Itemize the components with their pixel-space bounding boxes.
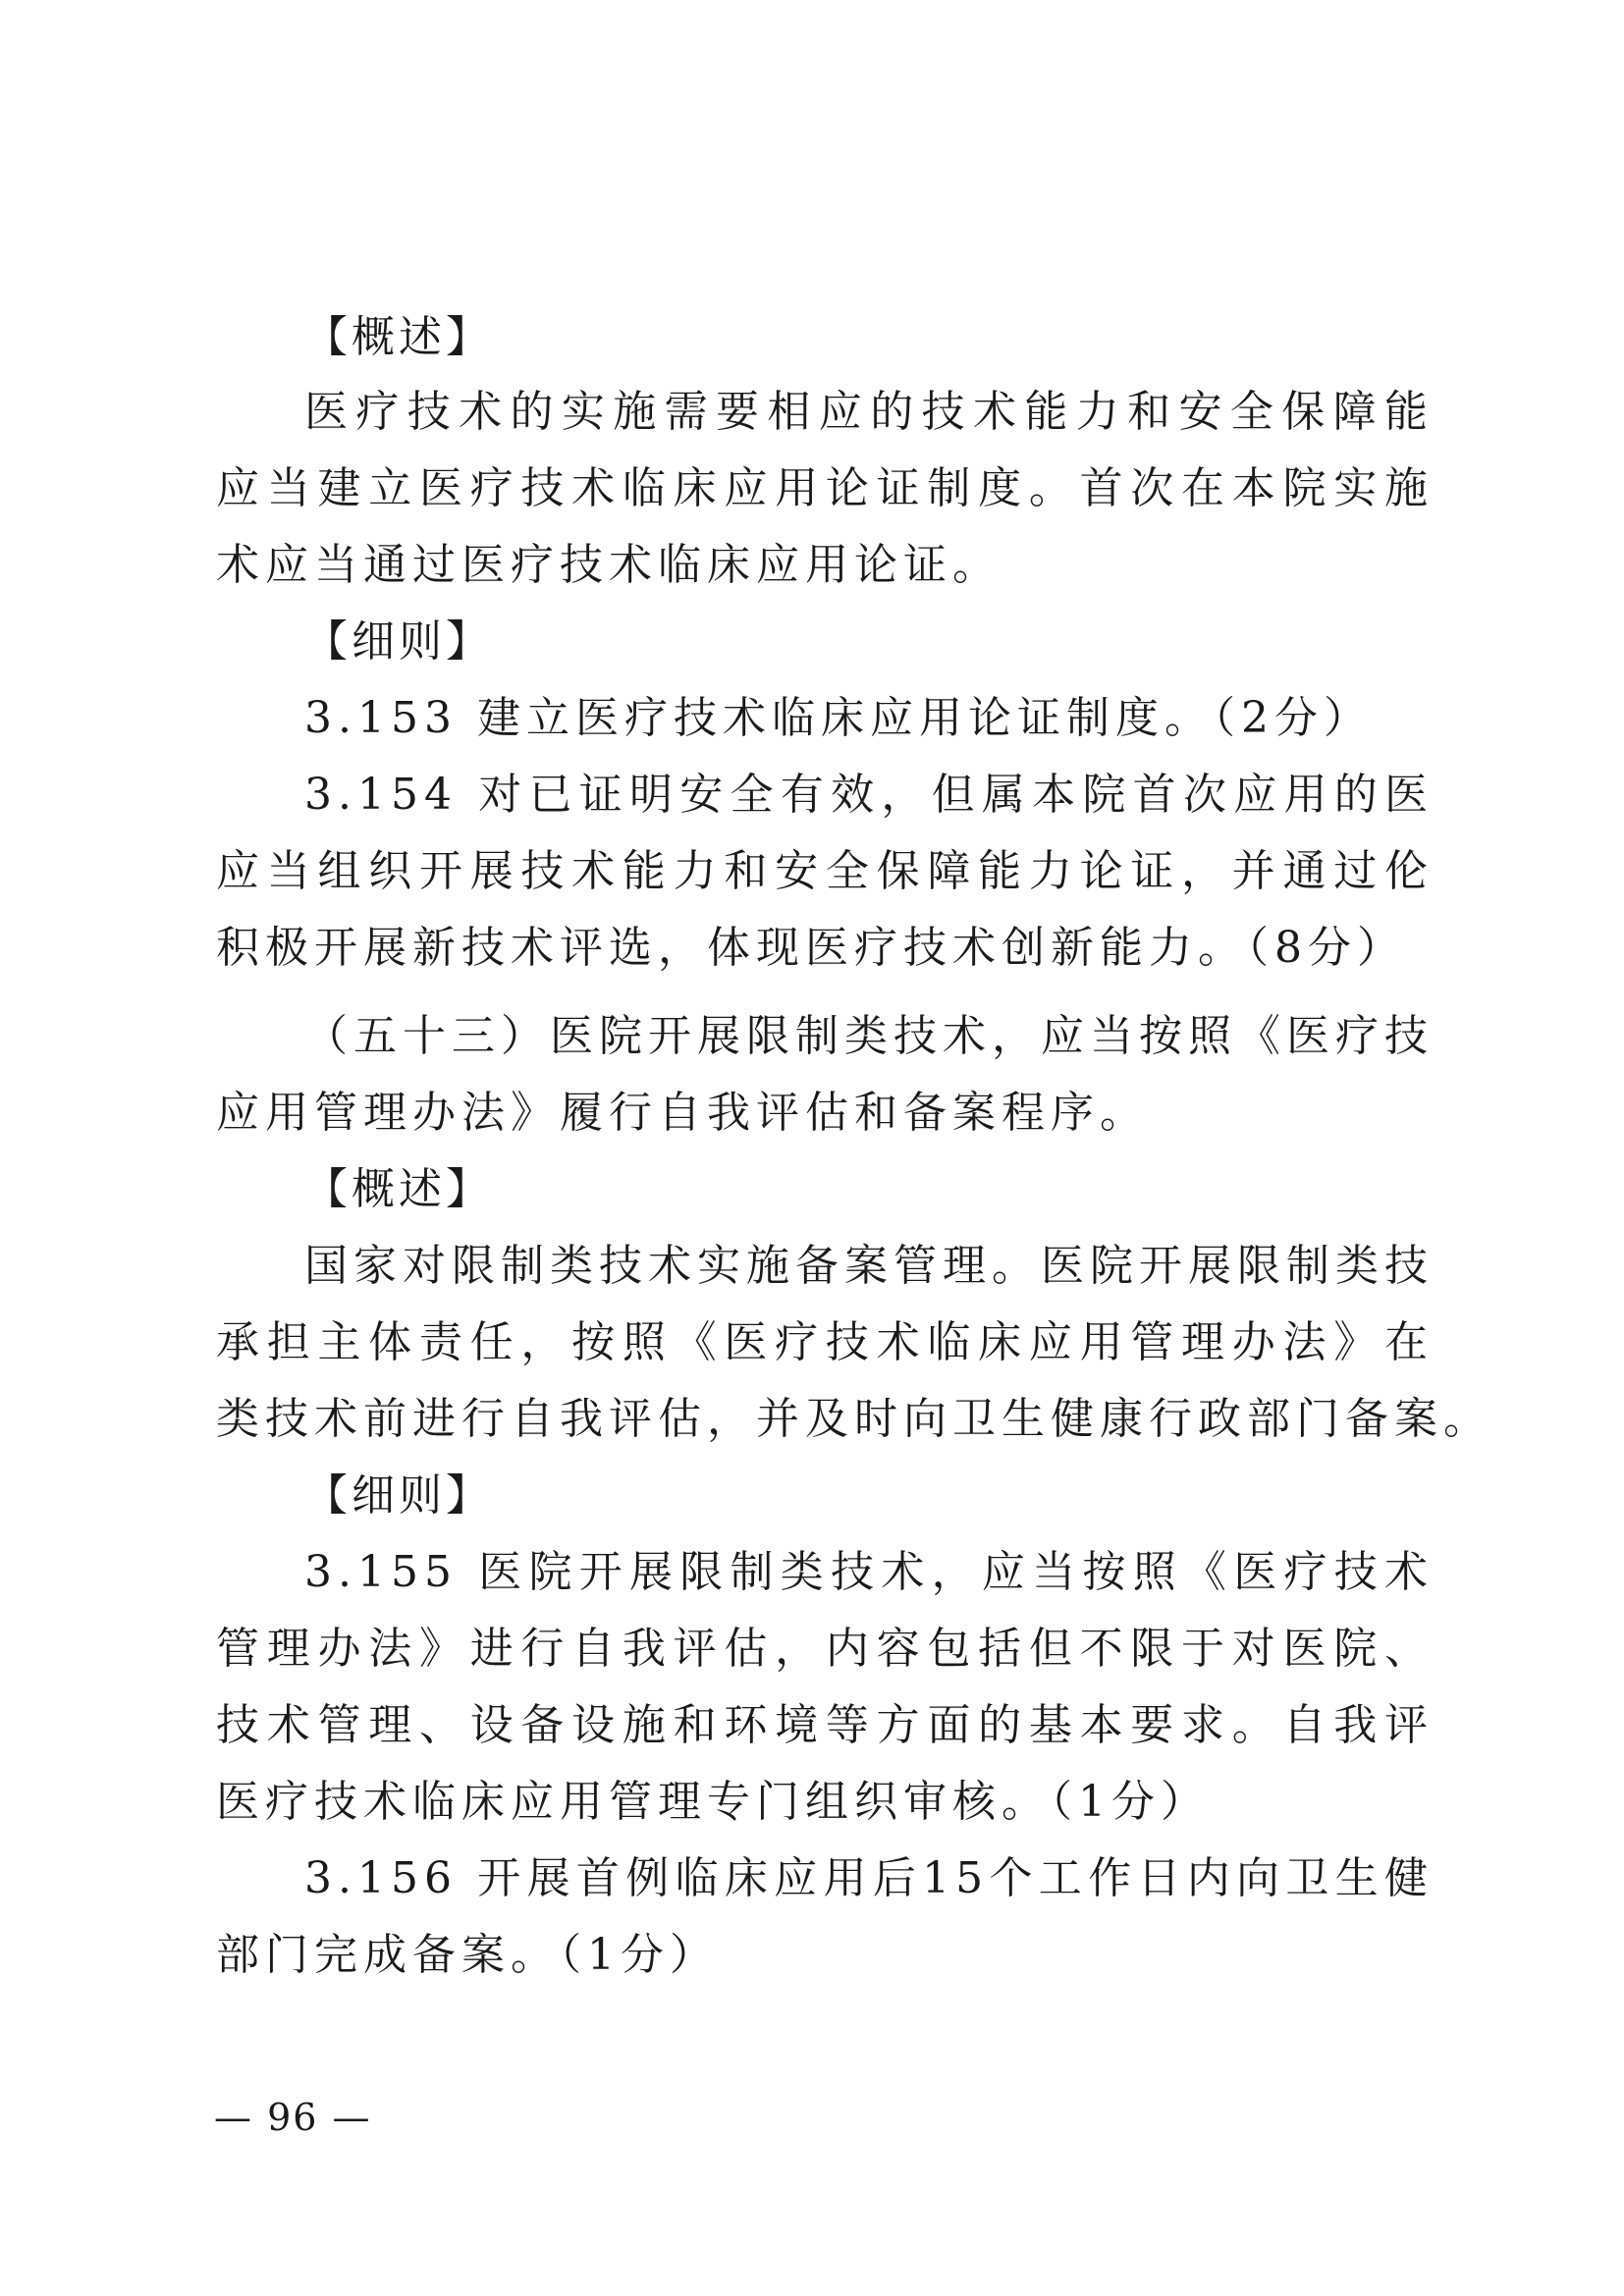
clause-line: 3.156 开展首例临床应用后15个工作日内向卫生健 [304,1853,1434,1903]
paragraph-line: 承担主体责任，按照《医疗技术临床应用管理办法》在 [216,1317,1434,1367]
clause-line: 3.155 医院开展限制类技术，应当按照《医疗技术 [304,1547,1434,1597]
clause-line: 管理办法》进行自我评估，内容包括但不限于对医院、 [216,1624,1434,1674]
clause-line: 部门完成备案。（1分） [216,1930,719,1980]
section-heading-details: 【细则】 [304,1470,493,1521]
paragraph-line: 应当建立医疗技术临床应用论证制度。首次在本院实施 [216,463,1434,513]
clause-line: 3.154 对已证明安全有效，但属本院首次应用的医 [304,770,1434,820]
section-heading-overview: 【概述】 [304,1164,493,1214]
clause-line: 积极开展新技术评选，体现医疗技术创新能力。（8分） [216,923,1406,973]
clause-line: 3.153 建立医疗技术临床应用论证制度。（2分） [304,693,1373,743]
clause-line: 技术管理、设备设施和环境等方面的基本要求。自我评 [216,1700,1434,1750]
section-heading-details: 【细则】 [304,616,493,667]
clause-line: 医疗技术临床应用管理专门组织审核。（1分） [216,1777,1210,1827]
article-line: （五十三）医院开展限制类技术，应当按照《医疗技 [304,1011,1434,1061]
section-heading-overview: 【概述】 [304,312,493,362]
paragraph-line: 术应当通过医疗技术临床应用论证。 [216,540,1001,590]
page-number: — 96 — [214,2096,372,2139]
paragraph-line: 医疗技术的实施需要相应的技术能力和安全保障能 [304,387,1434,437]
article-line: 应用管理办法》履行自我评估和备案程序。 [216,1088,1149,1138]
clause-line: 应当组织开展技术能力和安全保障能力论证，并通过伦 [216,846,1434,896]
paragraph-line: 国家对限制类技术实施备案管理。医院开展限制类技 [304,1241,1434,1291]
paragraph-line: 类技术前进行自我评估，并及时向卫生健康行政部门备案。 [216,1394,1492,1444]
